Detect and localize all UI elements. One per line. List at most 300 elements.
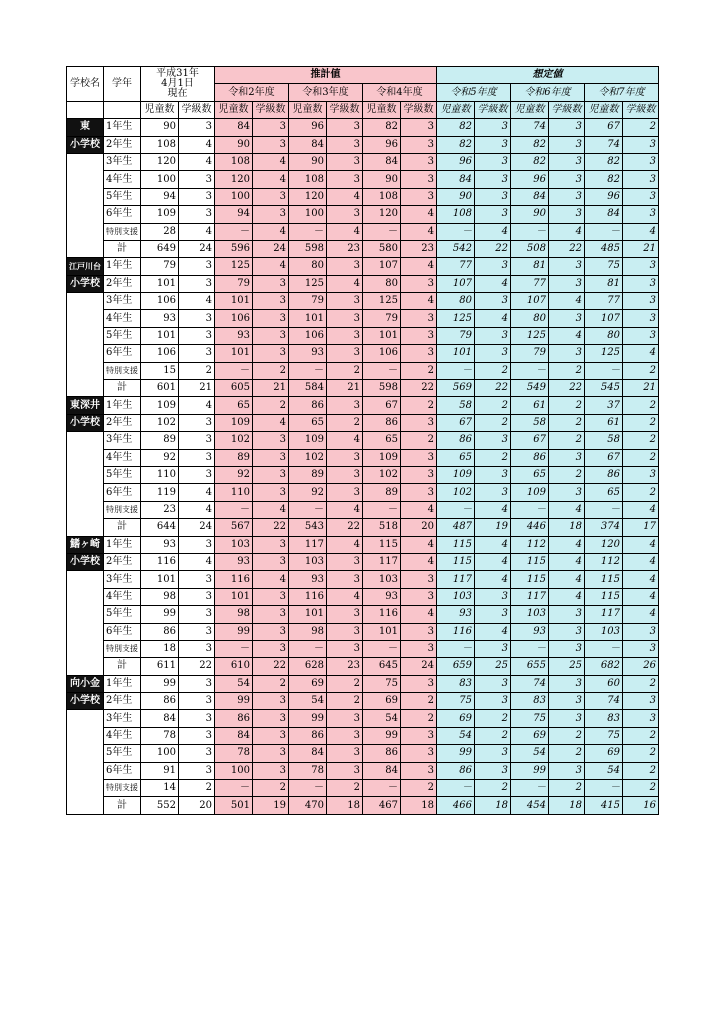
student-count-cell: 125	[363, 293, 401, 310]
class-count-cell: 4	[623, 536, 659, 553]
student-count-cell: 84	[363, 153, 401, 170]
student-count-cell: －	[585, 223, 623, 240]
student-count-cell: 65	[289, 414, 327, 431]
class-count-cell: 4	[327, 501, 363, 518]
class-count-cell: 3	[179, 327, 215, 344]
class-count-cell: 25	[475, 658, 511, 675]
class-count-cell: 3	[253, 536, 289, 553]
subheader-row	[67, 101, 659, 118]
class-count-cell: 3	[327, 553, 363, 570]
subheader-students: 児童数	[215, 101, 253, 118]
student-count-cell: 501	[215, 797, 253, 814]
class-count-cell: 4	[401, 223, 437, 240]
grade-label: 3年生	[104, 571, 141, 588]
class-count-cell: 18	[549, 797, 585, 814]
student-count-cell: －	[215, 223, 253, 240]
student-count-cell: 82	[437, 136, 475, 153]
student-count-cell: 117	[289, 536, 327, 553]
class-count-cell: 2	[401, 397, 437, 414]
class-count-cell: 4	[327, 223, 363, 240]
student-count-cell: 82	[511, 153, 549, 170]
table-row	[67, 432, 659, 449]
class-count-cell: 22	[475, 240, 511, 257]
grade-label: 6年生	[104, 345, 141, 362]
student-count-cell: 90	[215, 136, 253, 153]
student-count-cell: 101	[363, 623, 401, 640]
student-count-cell: 120	[289, 188, 327, 205]
student-count-cell: 611	[141, 658, 179, 675]
class-count-cell: 2	[549, 432, 585, 449]
class-count-cell: 3	[623, 710, 659, 727]
class-count-cell: 3	[253, 310, 289, 327]
class-count-cell: 3	[475, 188, 511, 205]
student-count-cell: 86	[585, 466, 623, 483]
student-count-cell: 102	[363, 466, 401, 483]
class-count-cell: 2	[475, 397, 511, 414]
student-count-cell: 18	[141, 640, 179, 657]
student-count-cell: 115	[363, 536, 401, 553]
student-count-cell: －	[511, 780, 549, 797]
table-row	[67, 797, 659, 814]
student-count-cell: －	[363, 501, 401, 518]
grade-label: 2年生	[104, 693, 141, 710]
student-count-cell: 84	[511, 188, 549, 205]
class-count-cell: 3	[179, 119, 215, 136]
class-count-cell: 2	[623, 675, 659, 692]
class-count-cell: 3	[401, 675, 437, 692]
table-row	[67, 727, 659, 744]
class-count-cell: 21	[253, 380, 289, 397]
class-count-cell: 2	[475, 449, 511, 466]
class-count-cell: 3	[475, 762, 511, 779]
class-count-cell: 2	[549, 727, 585, 744]
class-count-cell: 2	[623, 432, 659, 449]
grade-label: 2年生	[104, 136, 141, 153]
class-count-cell: 4	[475, 623, 511, 640]
school-name-blank	[67, 710, 104, 727]
student-count-cell: 93	[437, 606, 475, 623]
class-count-cell: 20	[401, 519, 437, 536]
class-count-cell: 3	[327, 327, 363, 344]
baseline-line-3: 現在	[167, 87, 188, 99]
grade-label: 4年生	[104, 171, 141, 188]
subheader-classes: 学級数	[253, 101, 289, 118]
class-count-cell: 3	[179, 727, 215, 744]
student-count-cell: 77	[437, 258, 475, 275]
student-count-cell: 83	[437, 675, 475, 692]
class-count-cell: 3	[253, 293, 289, 310]
class-count-cell: 4	[253, 571, 289, 588]
class-count-cell: 3	[253, 449, 289, 466]
header-school: 学校名	[67, 67, 104, 102]
class-count-cell: 22	[179, 658, 215, 675]
class-count-cell: 4	[327, 432, 363, 449]
student-count-cell: 67	[585, 119, 623, 136]
class-count-cell: 3	[549, 484, 585, 501]
student-count-cell: 84	[585, 206, 623, 223]
class-count-cell: 3	[179, 275, 215, 292]
class-count-cell: 3	[179, 693, 215, 710]
class-count-cell: 22	[327, 519, 363, 536]
subheader-students: 児童数	[141, 101, 179, 118]
class-count-cell: 3	[475, 484, 511, 501]
class-count-cell: 3	[327, 623, 363, 640]
class-count-cell: 2	[253, 362, 289, 379]
student-count-cell: 91	[141, 762, 179, 779]
class-count-cell: 2	[623, 119, 659, 136]
student-count-cell: 518	[363, 519, 401, 536]
student-count-cell: 54	[585, 762, 623, 779]
grade-label: 6年生	[104, 762, 141, 779]
student-count-cell: 84	[141, 710, 179, 727]
class-count-cell: 3	[549, 675, 585, 692]
class-count-cell: 3	[327, 171, 363, 188]
grade-label: 5年生	[104, 745, 141, 762]
student-count-cell: 96	[363, 136, 401, 153]
grade-label: 計	[104, 380, 141, 397]
class-count-cell: 3	[623, 206, 659, 223]
student-count-cell: 96	[511, 171, 549, 188]
student-count-cell: 58	[511, 414, 549, 431]
grade-label: 1年生	[104, 119, 141, 136]
student-count-cell: 99	[437, 745, 475, 762]
school-name-blank	[67, 466, 104, 483]
school-name-blank	[67, 206, 104, 223]
table-row	[67, 484, 659, 501]
class-count-cell: 3	[327, 397, 363, 414]
school-name-blank	[67, 188, 104, 205]
class-count-cell: 3	[253, 484, 289, 501]
student-count-cell: 106	[289, 327, 327, 344]
student-count-cell: 94	[215, 206, 253, 223]
student-count-cell: 98	[289, 623, 327, 640]
class-count-cell: 3	[253, 188, 289, 205]
student-count-cell: 115	[511, 553, 549, 570]
class-count-cell: 3	[179, 571, 215, 588]
student-count-cell: 80	[511, 310, 549, 327]
student-count-cell: 601	[141, 380, 179, 397]
school-name-top: 江戸川台	[67, 258, 104, 275]
student-count-cell: 649	[141, 240, 179, 257]
class-count-cell: 3	[475, 206, 511, 223]
student-count-cell: 92	[215, 466, 253, 483]
student-count-cell: 69	[363, 693, 401, 710]
student-count-cell: 96	[437, 153, 475, 170]
header-projected: 想定値	[437, 67, 659, 84]
student-count-cell: 65	[511, 466, 549, 483]
class-count-cell: 3	[549, 640, 585, 657]
student-count-cell: 67	[437, 414, 475, 431]
class-count-cell: 3	[623, 258, 659, 275]
student-count-cell: －	[363, 640, 401, 657]
class-count-cell: 3	[179, 188, 215, 205]
student-count-cell: 549	[511, 380, 549, 397]
student-count-cell: 90	[511, 206, 549, 223]
student-count-cell: 120	[215, 171, 253, 188]
class-count-cell: 4	[549, 588, 585, 605]
student-count-cell: 93	[141, 310, 179, 327]
table-row	[67, 553, 659, 570]
table-row	[67, 380, 659, 397]
grade-label: 1年生	[104, 258, 141, 275]
school-name-blank	[67, 240, 104, 257]
table-row	[67, 449, 659, 466]
header-year-r6: 令和6年度	[511, 84, 585, 101]
student-count-cell: 79	[437, 327, 475, 344]
student-count-cell: 80	[289, 258, 327, 275]
class-count-cell: 3	[401, 310, 437, 327]
student-count-cell: 28	[141, 223, 179, 240]
grade-label: 4年生	[104, 449, 141, 466]
school-name-top: 鰭ヶ崎	[67, 536, 104, 553]
student-count-cell: 610	[215, 658, 253, 675]
class-count-cell: 4	[623, 223, 659, 240]
class-count-cell: 3	[623, 171, 659, 188]
class-count-cell: 3	[623, 310, 659, 327]
class-count-cell: 3	[179, 536, 215, 553]
class-count-cell: 3	[253, 553, 289, 570]
student-count-cell: 102	[437, 484, 475, 501]
student-count-cell: 84	[289, 745, 327, 762]
class-count-cell: 24	[179, 240, 215, 257]
student-count-cell: 84	[437, 171, 475, 188]
student-count-cell: －	[437, 640, 475, 657]
student-count-cell: 101	[289, 310, 327, 327]
class-count-cell: 2	[549, 745, 585, 762]
grade-label: 3年生	[104, 710, 141, 727]
class-count-cell: 3	[623, 693, 659, 710]
student-count-cell: 80	[437, 293, 475, 310]
student-count-cell: 84	[215, 119, 253, 136]
table-row	[67, 119, 659, 136]
class-count-cell: 3	[253, 327, 289, 344]
student-count-cell: 86	[363, 414, 401, 431]
student-count-cell: －	[215, 780, 253, 797]
student-count-cell: 628	[289, 658, 327, 675]
student-count-cell: 86	[215, 710, 253, 727]
student-count-cell: 98	[215, 606, 253, 623]
student-count-cell: 100	[215, 762, 253, 779]
student-count-cell: 109	[215, 414, 253, 431]
student-count-cell: 84	[215, 727, 253, 744]
school-name-blank	[67, 727, 104, 744]
class-count-cell: 3	[253, 345, 289, 362]
grade-label: 2年生	[104, 414, 141, 431]
class-count-cell: 21	[327, 380, 363, 397]
school-name-blank	[67, 501, 104, 518]
class-count-cell: 3	[253, 119, 289, 136]
school-name-bottom: 小学校	[67, 414, 104, 431]
grade-label: 3年生	[104, 293, 141, 310]
class-count-cell: 23	[327, 658, 363, 675]
class-count-cell: 2	[401, 432, 437, 449]
class-count-cell: 3	[549, 762, 585, 779]
class-count-cell: 3	[475, 466, 511, 483]
class-count-cell: 3	[549, 345, 585, 362]
student-count-cell: 82	[437, 119, 475, 136]
subheader-students: 児童数	[511, 101, 549, 118]
subheader-classes: 学級数	[549, 101, 585, 118]
class-count-cell: 3	[401, 466, 437, 483]
student-count-cell: 487	[437, 519, 475, 536]
class-count-cell: 2	[401, 710, 437, 727]
student-count-cell: 117	[363, 553, 401, 570]
class-count-cell: 3	[179, 762, 215, 779]
student-count-cell: 54	[215, 675, 253, 692]
class-count-cell: 2	[623, 745, 659, 762]
table-row	[67, 780, 659, 797]
class-count-cell: 3	[327, 206, 363, 223]
subheader-classes: 学級数	[179, 101, 215, 118]
student-count-cell: 74	[585, 136, 623, 153]
class-count-cell: 3	[549, 119, 585, 136]
class-count-cell: 3	[401, 762, 437, 779]
header-estimated: 推計値	[215, 67, 437, 84]
student-count-cell: 645	[363, 658, 401, 675]
school-name-blank	[67, 571, 104, 588]
class-count-cell: 4	[179, 484, 215, 501]
student-count-cell: 108	[141, 136, 179, 153]
class-count-cell: 3	[253, 745, 289, 762]
table-row	[67, 414, 659, 431]
student-count-cell: 89	[363, 484, 401, 501]
student-count-cell: 467	[363, 797, 401, 814]
class-count-cell: 4	[401, 258, 437, 275]
student-count-cell: 89	[141, 432, 179, 449]
student-count-cell: 81	[585, 275, 623, 292]
student-count-cell: －	[511, 362, 549, 379]
grade-label: 特別支援	[104, 640, 141, 657]
student-count-cell: 109	[511, 484, 549, 501]
student-count-cell: 86	[437, 432, 475, 449]
student-count-cell: 109	[141, 206, 179, 223]
subheader-students: 児童数	[289, 101, 327, 118]
class-count-cell: 4	[475, 275, 511, 292]
student-count-cell: 90	[437, 188, 475, 205]
grade-label: 1年生	[104, 675, 141, 692]
enrollment-table	[66, 66, 659, 815]
subheader-students: 児童数	[363, 101, 401, 118]
school-name-blank	[67, 310, 104, 327]
student-count-cell: 101	[363, 327, 401, 344]
student-count-cell: 92	[141, 449, 179, 466]
student-count-cell: －	[215, 640, 253, 657]
class-count-cell: 3	[327, 136, 363, 153]
class-count-cell: 4	[179, 136, 215, 153]
school-name-blank	[67, 658, 104, 675]
class-count-cell: 22	[253, 658, 289, 675]
student-count-cell: 470	[289, 797, 327, 814]
student-count-cell: 446	[511, 519, 549, 536]
class-count-cell: 3	[179, 258, 215, 275]
class-count-cell: 4	[253, 258, 289, 275]
class-count-cell: 2	[623, 362, 659, 379]
student-count-cell: －	[585, 780, 623, 797]
class-count-cell: 3	[253, 606, 289, 623]
class-count-cell: 3	[253, 466, 289, 483]
class-count-cell: 3	[475, 745, 511, 762]
student-count-cell: 69	[511, 727, 549, 744]
student-count-cell: 100	[215, 188, 253, 205]
class-count-cell: 3	[475, 345, 511, 362]
grade-label: 特別支援	[104, 780, 141, 797]
class-count-cell: 3	[549, 710, 585, 727]
class-count-cell: 19	[253, 797, 289, 814]
subheader-blank-school	[67, 101, 104, 118]
grade-label: 特別支援	[104, 223, 141, 240]
class-count-cell: 4	[401, 206, 437, 223]
student-count-cell: 108	[215, 153, 253, 170]
school-name-bottom: 小学校	[67, 553, 104, 570]
class-count-cell: 2	[549, 414, 585, 431]
student-count-cell: 466	[437, 797, 475, 814]
student-count-cell: 99	[141, 675, 179, 692]
student-count-cell: 125	[289, 275, 327, 292]
student-count-cell: 107	[511, 293, 549, 310]
student-count-cell: 125	[437, 310, 475, 327]
school-name-blank	[67, 623, 104, 640]
table-row	[67, 519, 659, 536]
school-name-blank	[67, 745, 104, 762]
table-row	[67, 258, 659, 275]
student-count-cell: 125	[215, 258, 253, 275]
student-count-cell: 103	[511, 606, 549, 623]
header-baseline	[141, 67, 215, 102]
student-count-cell: 125	[511, 327, 549, 344]
class-count-cell: 3	[253, 640, 289, 657]
class-count-cell: 3	[475, 606, 511, 623]
student-count-cell: 552	[141, 797, 179, 814]
class-count-cell: 2	[327, 414, 363, 431]
student-count-cell: 67	[585, 449, 623, 466]
student-count-cell: 96	[585, 188, 623, 205]
grade-label: 5年生	[104, 606, 141, 623]
student-count-cell: 117	[437, 571, 475, 588]
class-count-cell: 3	[253, 710, 289, 727]
student-count-cell: 659	[437, 658, 475, 675]
student-count-cell: －	[215, 501, 253, 518]
table-row	[67, 223, 659, 240]
class-count-cell: 3	[623, 188, 659, 205]
class-count-cell: 4	[549, 223, 585, 240]
grade-label: 5年生	[104, 466, 141, 483]
class-count-cell: 3	[475, 640, 511, 657]
class-count-cell: 3	[179, 310, 215, 327]
class-count-cell: 3	[327, 727, 363, 744]
student-count-cell: 112	[585, 553, 623, 570]
class-count-cell: 4	[623, 501, 659, 518]
student-count-cell: 69	[289, 675, 327, 692]
student-count-cell: 79	[511, 345, 549, 362]
class-count-cell: 2	[475, 780, 511, 797]
table-row	[67, 327, 659, 344]
class-count-cell: 3	[401, 484, 437, 501]
school-name-blank	[67, 449, 104, 466]
school-name-blank	[67, 345, 104, 362]
class-count-cell: 2	[623, 780, 659, 797]
class-count-cell: 3	[253, 432, 289, 449]
class-count-cell: 2	[549, 466, 585, 483]
student-count-cell: 120	[585, 536, 623, 553]
student-count-cell: 567	[215, 519, 253, 536]
header-grade: 学年	[104, 67, 141, 102]
class-count-cell: 16	[623, 797, 659, 814]
class-count-cell: 3	[475, 675, 511, 692]
class-count-cell: 21	[623, 240, 659, 257]
class-count-cell: 4	[549, 571, 585, 588]
class-count-cell: 3	[475, 693, 511, 710]
class-count-cell: 2	[327, 693, 363, 710]
